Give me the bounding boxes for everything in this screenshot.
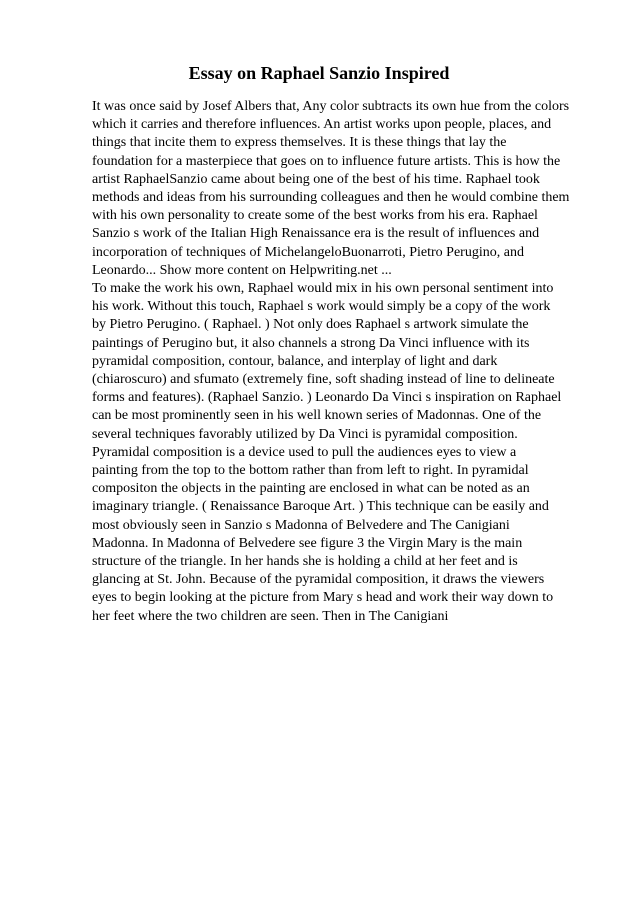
body-line-show-more: Leonardo... Show more content on Helpwriting.net ... — [92, 262, 392, 278]
body-line: things that incite them to express themselves. It is these things that lay the — [92, 135, 507, 151]
body-line: pyramidal composition, contour, balance, and interplay of light and dark — [92, 353, 498, 369]
body-line: foundation for a masterpiece that goes on to influence future artists. This is how the — [92, 153, 561, 169]
document-body — [92, 98, 612, 626]
body-line: methods and ideas from his surrounding colleagues and then he would combine them — [92, 190, 570, 206]
body-line: most obviously seen in Sanzio s Madonna of Belvedere and The Canigiani — [92, 517, 510, 533]
body-line: incorporation of techniques of MichelangeloBuonarroti, Pietro Perugino, and — [92, 244, 524, 260]
body-line: with his own personality to create some of the best works from his era. Raphael — [92, 208, 538, 224]
body-line: which it carries and therefore influences. An artist works upon people, places, and — [92, 117, 552, 133]
body-line: imaginary triangle. ( Renaissance Baroque Art. ) This technique can be easily and — [92, 499, 549, 515]
body-line: Pyramidal composition is a device used to pull the audiences eyes to view a — [92, 444, 517, 460]
body-line: can be most prominently seen in his well known series of Madonnas. One of the — [92, 408, 542, 424]
document-title: Essay on Raphael Sanzio Inspired — [188, 63, 450, 83]
body-line: by Pietro Perugino. ( Raphael. ) Not only does Raphael s artwork simulate the — [92, 317, 529, 333]
body-line: artist RaphaelSanzio came about being one of the best of his time. Raphael took — [92, 171, 540, 187]
body-line: (chiaroscuro) and sfumato (extremely fine, soft shading instead of line to delineate — [92, 372, 555, 388]
body-line: paintings of Perugino but, it also channels a strong Da Vinci influence with its — [92, 335, 530, 351]
body-line: Madonna. In Madonna of Belvedere see figure 3 the Virgin Mary is the main — [92, 535, 523, 551]
body-line: several techniques favorably utilized by Da Vinci is pyramidal composition. — [92, 426, 518, 442]
body-line: eyes to begin looking at the picture from Mary s head and work their way down to — [92, 590, 554, 606]
body-line: her feet where the two children are seen. Then in The Canigiani — [92, 608, 449, 624]
body-line: his work. Without this touch, Raphael s work would simply be a copy of the work — [92, 299, 551, 315]
body-line: It was once said by Josef Albers that, Any color subtracts its own hue from the colors — [92, 99, 570, 114]
body-line: compositon the objects in the painting are enclosed in what can be noted as an — [92, 481, 530, 497]
body-line: structure of the triangle. In her hands she is holding a child at her feet and is — [92, 554, 518, 570]
body-line: glancing at St. John. Because of the pyramidal composition, it draws the viewers — [92, 572, 545, 588]
body-line: forms and features). (Raphael Sanzio. ) Leonardo Da Vinci s inspiration on Raphael — [92, 390, 562, 406]
body-line: To make the work his own, Raphael would mix in his own personal sentiment into — [92, 281, 554, 297]
body-line: Sanzio s work of the Italian High Renaissance era is the result of influences and — [92, 226, 540, 242]
body-line: painting from the top to the bottom rather than from left to right. In pyramidal — [92, 463, 529, 479]
